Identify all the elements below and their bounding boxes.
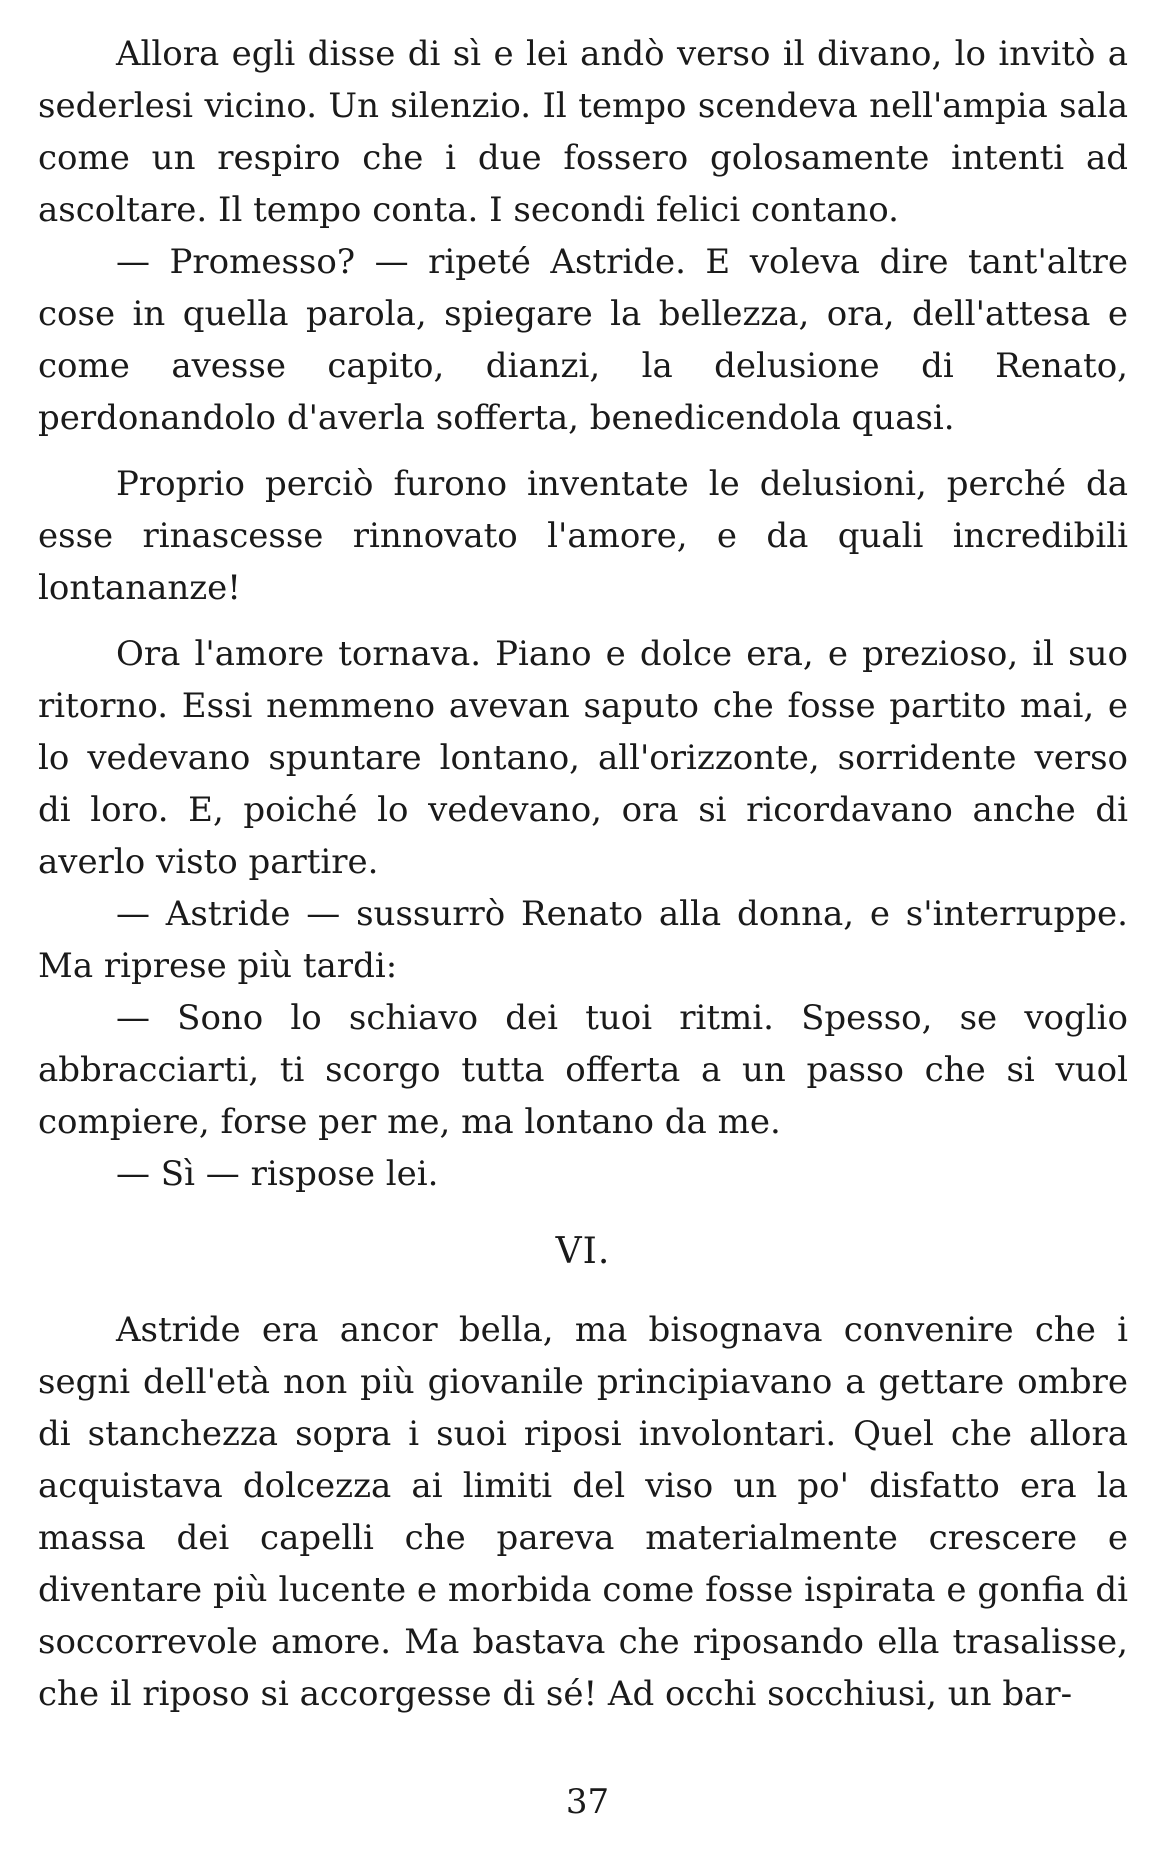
- paragraph-astride-bella: Astride era ancor bella, ma bisognava convenire che i segni dell'età non più giovanile principiavano a gettare ombre di stanchezza sopra i suoi riposi involontari. Quel che allora acquistava dolcezza ai limiti del viso un po' disfatto era la massa dei capelli che pareva materialmente crescere e diventare più lucente e morbida come fosse ispirata e gonfia di soccorrevole amore. Ma bastava che riposando ella trasalisse, che il riposo si accorgesse di sé! Ad occhi socchiusi, un bar-: [38, 1310, 1128, 1714]
- paragraph-promesso: — Promesso? — ripeté Astride. E voleva dire tant'altre cose in quella parola, spiegare la bellezza, ora, dell'attesa e come avesse capito, dianzi, la delusione di Renato, perdonandolo d'averla sofferta, benedicendola quasi.: [38, 242, 1128, 438]
- paragraph-allora: Allora egli disse di sì e lei andò verso il divano, lo invitò a sederlesi vicino. Un silenzio. Il tempo scendeva nell'ampia sala come un respiro che i due fossero golosamente intenti ad ascoltare. Il tempo conta. I secondi felici contano.: [38, 34, 1128, 230]
- book-page: [38, 28, 1128, 1828]
- paragraph-astride-sussurro: — Astride — sussurrò Renato alla donna, e s'interruppe. Ma riprese più tardi:: [38, 894, 1128, 986]
- paragraph-ora-amore: Ora l'amore tornava. Piano e dolce era, e prezioso, il suo ritorno. Essi nemmeno avevan saputo che fosse partito mai, e lo vedevano spuntare lontano, all'orizzonte, sorridente verso di loro. E, poiché lo vedevano, ora si ricordavano anche di averlo visto partire.: [38, 634, 1128, 882]
- paragraph-si-rispose: — Sì — rispose lei.: [116, 1154, 439, 1194]
- page-number: 37: [565, 1782, 610, 1822]
- chapter-heading: VI.: [555, 1231, 611, 1272]
- paragraph-proprio: Proprio perciò furono inventate le delusioni, perché da esse rinascesse rinnovato l'amore, e da quali incredibili lontananze!: [38, 464, 1128, 608]
- paragraph-schiavo: — Sono lo schiavo dei tuoi ritmi. Spesso, se voglio abbracciarti, ti scorgo tutta offerta a un passo che si vuol compiere, forse per me, ma lontano da me.: [38, 998, 1128, 1142]
